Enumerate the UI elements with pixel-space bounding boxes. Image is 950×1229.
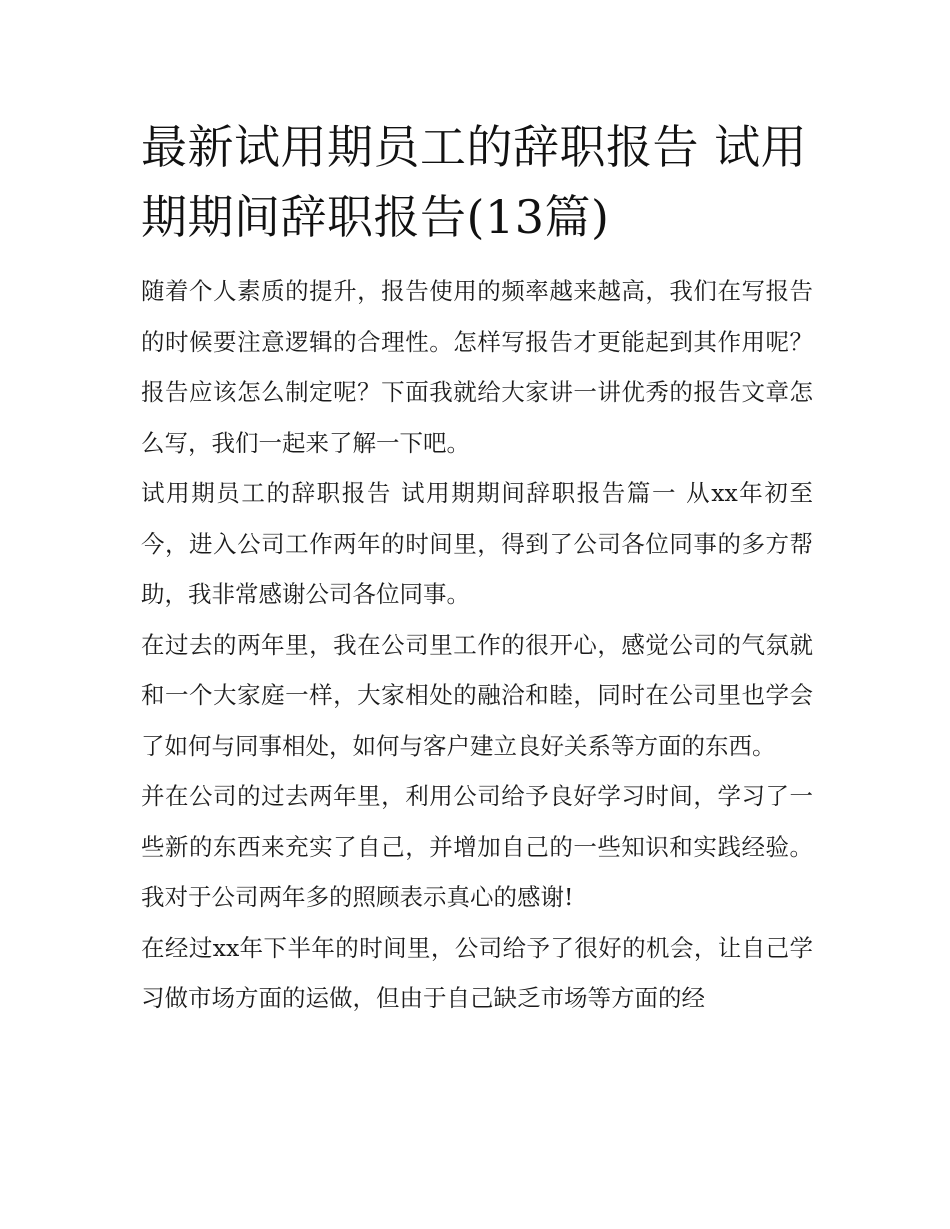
paragraph-past-two-years: 在过去的两年里，我在公司里工作的很开心，感觉公司的气氛就和一个大家庭一样，大家相处的融洽和睦，同时在公司里也学会了如何与同事相处，如何与客户建立良好关系等方面的东西。 — [141, 630, 813, 760]
paragraph-intro: 随着个人素质的提升，报告使用的频率越来越高，我们在写报告的时候要注意逻辑的合理性。怎样写报告才更能起到其作用呢？报告应该怎么制定呢？下面我就给大家讲一讲优秀的报告文章怎么写，我们一起来了解一下吧。 — [141, 277, 813, 457]
document-body — [141, 112, 813, 1024]
document-title: 最新试用期员工的辞职报告 试用期期间辞职报告(13篇) — [141, 120, 808, 244]
paragraph-learning-thanks: 并在公司的过去两年里，利用公司给予良好学习时间，学习了一些新的东西来充实了自己，并增加自己的一些知识和实践经验。 我对于公司两年多的照顾表示真心的感谢! — [141, 782, 813, 911]
paragraph-market-work: 在经过xx年下半年的时间里，公司给予了很好的机会，让自己学习做市场方面的运做，但由于自己缺乏市场等方面的经 — [141, 933, 813, 1012]
paragraph-section-one-opening: 试用期员工的辞职报告 试用期期间辞职报告篇一 从xx年初至今，进入公司工作两年的时间里，得到了公司各位同事的多方帮助，我非常感谢公司各位同事。 — [141, 479, 813, 608]
